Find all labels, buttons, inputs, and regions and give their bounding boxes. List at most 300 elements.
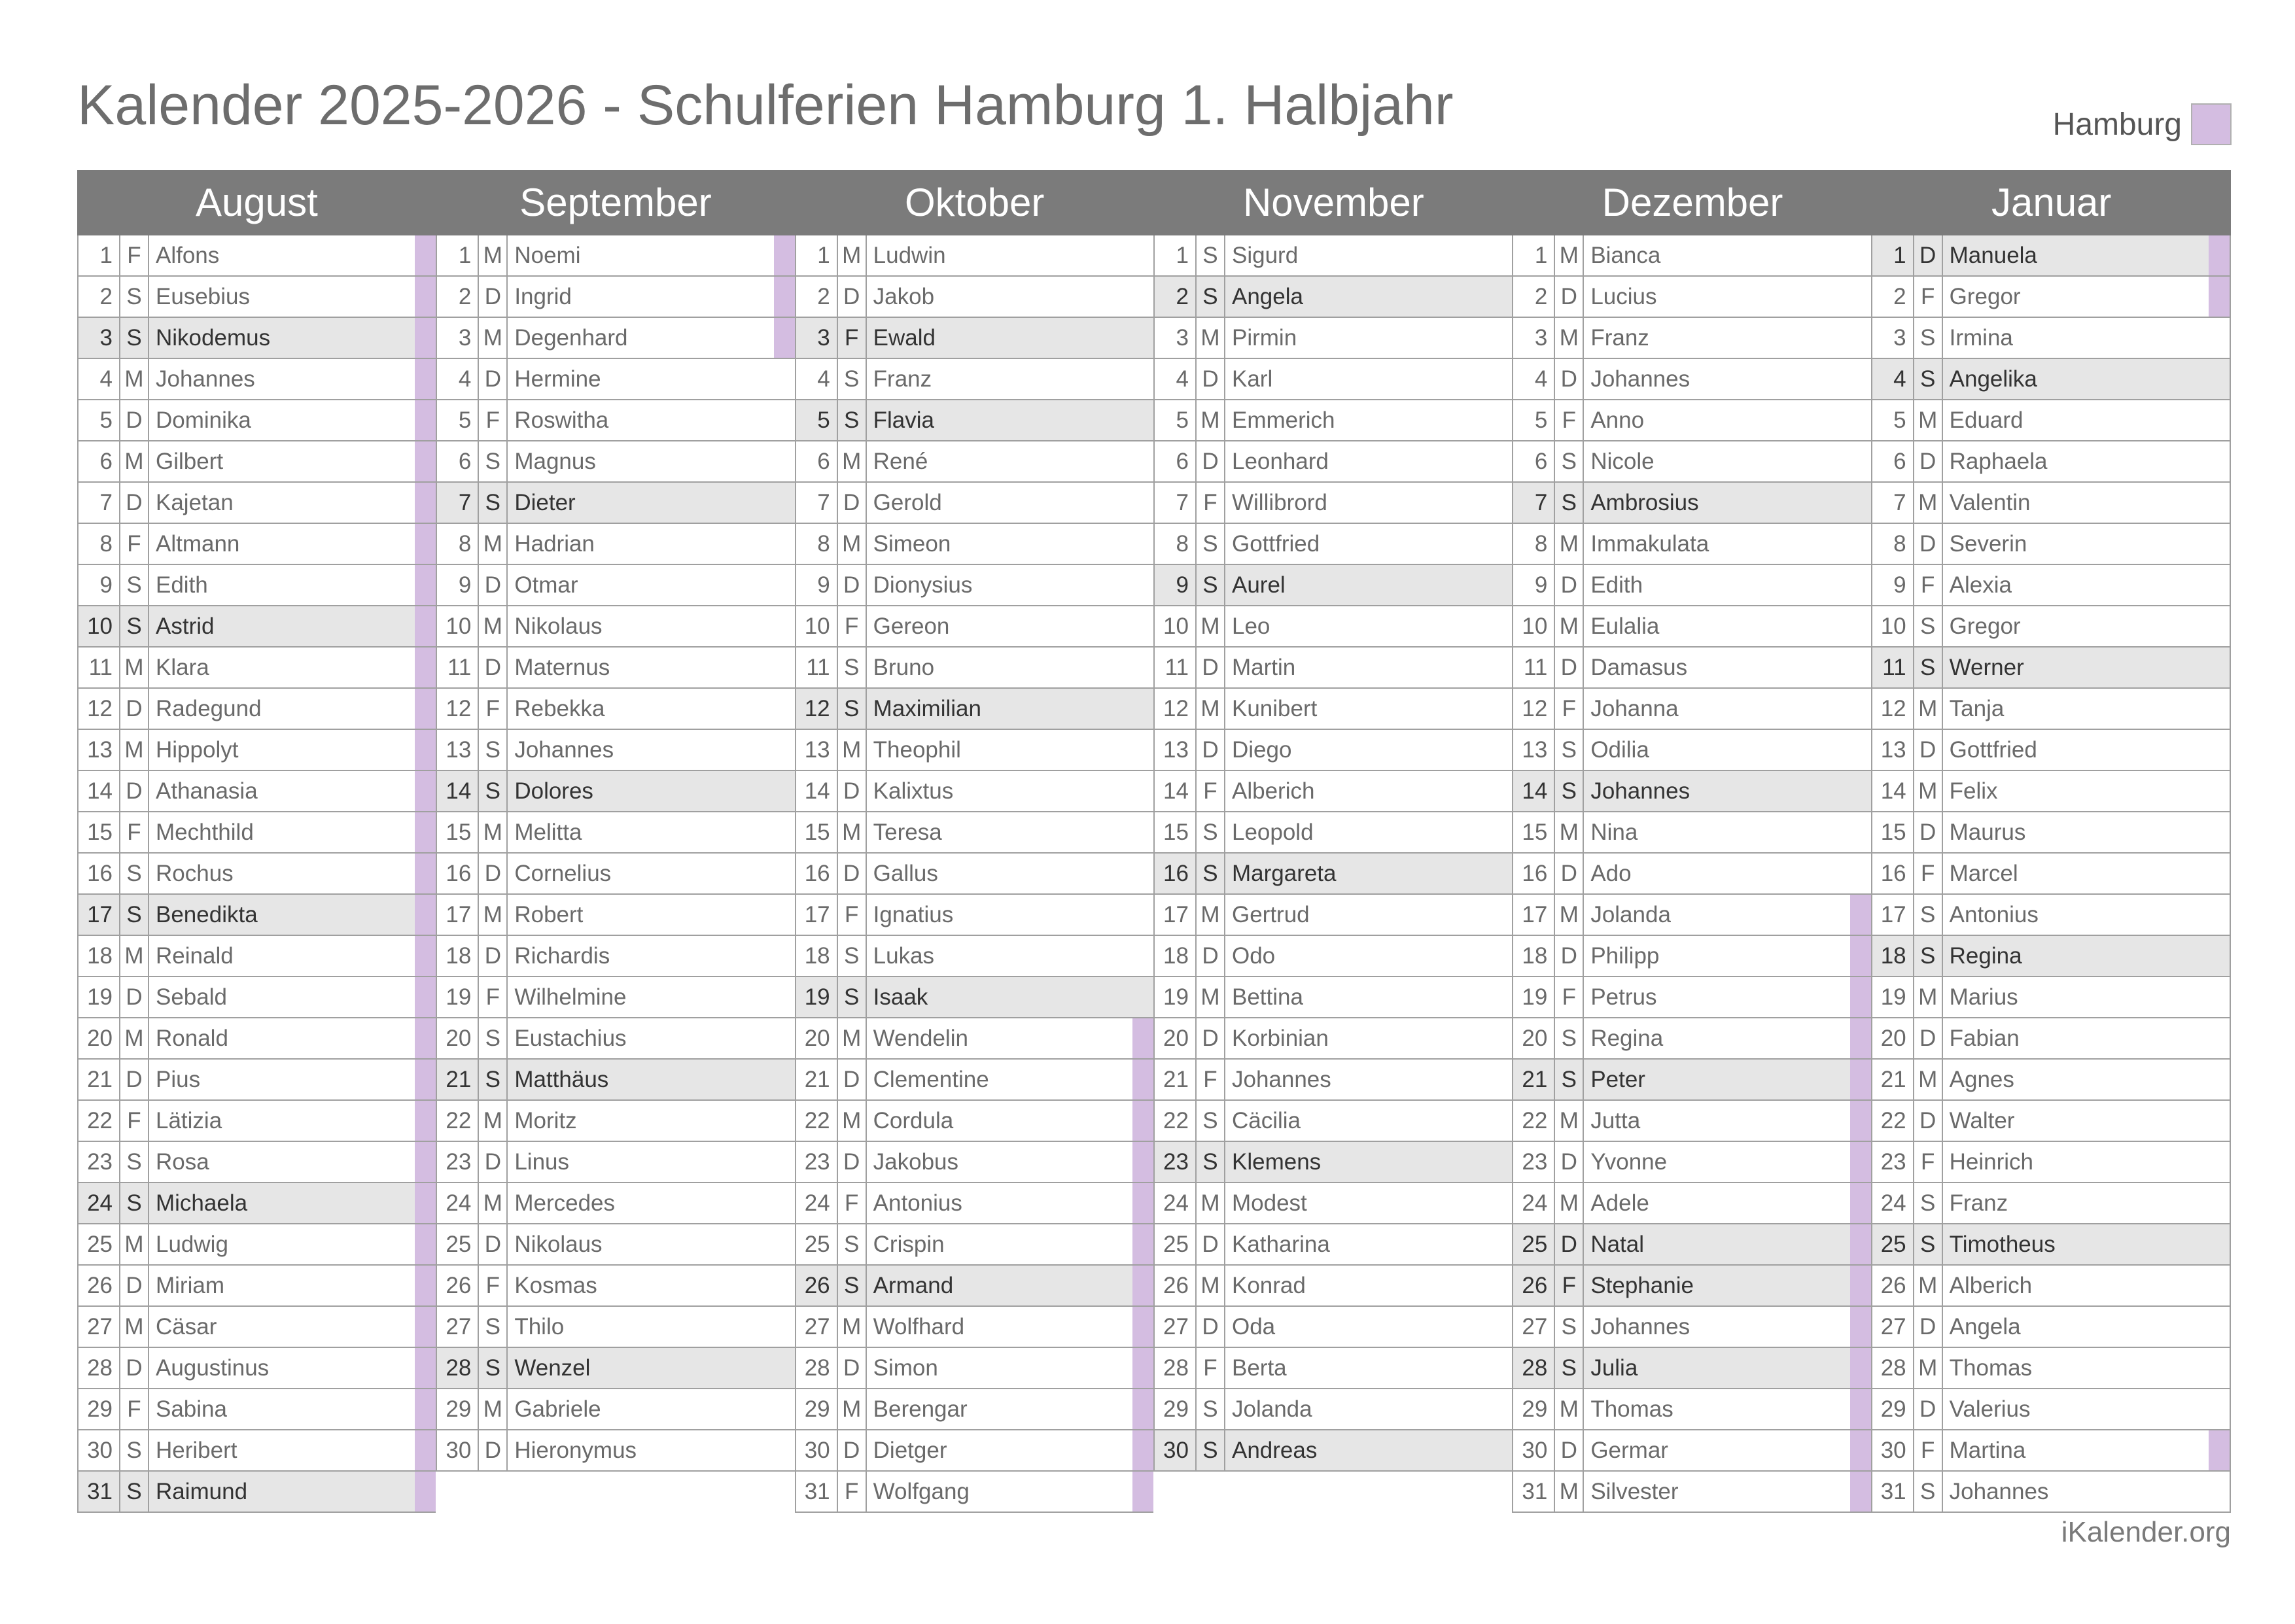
day-row <box>1155 565 1512 606</box>
day-number: 9 <box>1155 565 1197 605</box>
name-day: Gottfried <box>1231 531 1320 557</box>
name-day: Magnus <box>514 449 596 474</box>
weekday-letter: D <box>1555 936 1584 976</box>
name-day: Fabian <box>1949 1026 2020 1051</box>
name-day: Lukas <box>873 943 935 969</box>
weekday-letter: S <box>479 1018 508 1058</box>
name-day: Gregor <box>1949 284 2021 309</box>
name-day: Korbinian <box>1231 1026 1329 1051</box>
weekday-letter: S <box>838 1224 867 1264</box>
holiday-marker <box>2209 1142 2230 1182</box>
day-number: 9 <box>1513 565 1555 605</box>
weekday-letter: M <box>1555 1183 1584 1223</box>
holiday-marker <box>415 1060 436 1099</box>
holiday-marker <box>1491 1307 1512 1347</box>
day-row <box>1872 441 2230 483</box>
day-number: 1 <box>437 235 479 275</box>
holiday-marker <box>1491 1266 1512 1305</box>
name-day: Raimund <box>156 1479 248 1504</box>
weekday-letter: S <box>1914 936 1943 976</box>
name-day: Ignatius <box>873 902 954 927</box>
name-day: Matthäus <box>514 1067 609 1092</box>
weekday-letter: D <box>120 400 149 440</box>
weekday-letter: D <box>1555 565 1584 605</box>
day-row <box>79 1018 436 1060</box>
day-number: 31 <box>796 1472 838 1512</box>
name-day: Bettina <box>1231 984 1303 1010</box>
weekday-letter: M <box>1914 771 1943 811</box>
day-row <box>79 400 436 441</box>
name-day: Bruno <box>873 655 935 680</box>
weekday-letter: D <box>120 1348 149 1388</box>
holiday-marker <box>2209 565 2230 605</box>
day-row <box>796 648 1153 689</box>
weekday-letter: D <box>1555 1224 1584 1264</box>
name-day: Miriam <box>156 1273 224 1298</box>
day-number: 1 <box>1155 235 1197 275</box>
weekday-letter: M <box>1914 689 1943 729</box>
month-column <box>1871 235 2231 1513</box>
day-number: 5 <box>1872 400 1914 440</box>
holiday-marker <box>774 895 795 935</box>
weekday-letter: S <box>838 936 867 976</box>
weekday-letter: F <box>120 235 149 275</box>
holiday-marker <box>2209 1348 2230 1388</box>
weekday-letter: F <box>120 524 149 564</box>
holiday-marker <box>1850 1307 1871 1347</box>
day-row <box>796 1266 1153 1307</box>
name-day: Thomas <box>1949 1355 2033 1381</box>
day-row <box>79 441 436 483</box>
weekday-letter: D <box>1555 1430 1584 1470</box>
holiday-marker <box>1850 812 1871 852</box>
day-row <box>79 1307 436 1348</box>
weekday-letter: M <box>1555 812 1584 852</box>
name-day: Modest <box>1231 1190 1307 1216</box>
holiday-marker <box>1491 441 1512 481</box>
day-number: 3 <box>437 318 479 358</box>
name-day: Irmina <box>1949 325 2013 351</box>
day-number: 19 <box>1155 977 1197 1017</box>
name-day: Mercedes <box>514 1190 615 1216</box>
name-day: Raphaela <box>1949 449 2048 474</box>
day-number: 15 <box>796 812 838 852</box>
holiday-marker <box>1132 277 1153 317</box>
weekday-letter: M <box>479 895 508 935</box>
day-number: 4 <box>1155 359 1197 399</box>
day-row <box>796 1348 1153 1389</box>
day-row <box>79 689 436 730</box>
day-row <box>796 1101 1153 1142</box>
day-row <box>1513 1266 1870 1307</box>
day-number: 21 <box>79 1060 120 1099</box>
day-number: 10 <box>79 606 120 646</box>
day-row <box>437 771 794 812</box>
day-row <box>79 648 436 689</box>
weekday-letter: F <box>1555 977 1584 1017</box>
weekday-letter: M <box>479 1101 508 1141</box>
day-row <box>79 235 436 277</box>
day-row <box>1872 1266 2230 1307</box>
holiday-marker <box>415 730 436 770</box>
name-day: Martin <box>1231 655 1296 680</box>
weekday-letter: S <box>120 318 149 358</box>
day-number: 29 <box>796 1389 838 1429</box>
name-day: Cäcilia <box>1231 1108 1301 1133</box>
day-number: 21 <box>1872 1060 1914 1099</box>
holiday-marker <box>774 977 795 1017</box>
day-row <box>796 1183 1153 1224</box>
name-day: Isaak <box>873 984 928 1010</box>
weekday-letter: S <box>1555 730 1584 770</box>
weekday-letter: D <box>1197 1307 1225 1347</box>
name-day: Simon <box>873 1355 938 1381</box>
page-title: Kalender 2025-2026 - Schulferien Hamburg 1. Halbjahr <box>77 74 1454 137</box>
day-number: 25 <box>796 1224 838 1264</box>
weekday-letter: D <box>479 1142 508 1182</box>
day-row <box>79 1060 436 1101</box>
name-day: Severin <box>1949 531 2027 557</box>
holiday-marker <box>1132 1430 1153 1470</box>
name-day: Regina <box>1949 943 2022 969</box>
day-number: 23 <box>1513 1142 1555 1182</box>
weekday-letter: S <box>120 1472 149 1512</box>
name-day: Gertrud <box>1231 902 1310 927</box>
day-number: 1 <box>796 235 838 275</box>
day-row <box>796 895 1153 936</box>
name-day: Johannes <box>1949 1479 2049 1504</box>
day-row <box>1155 1142 1512 1183</box>
day-number: 1 <box>1872 235 1914 275</box>
day-number: 21 <box>1513 1060 1555 1099</box>
holiday-marker <box>2209 689 2230 729</box>
month-title: August <box>195 181 318 224</box>
name-day: Armand <box>873 1273 954 1298</box>
day-row <box>79 1183 436 1224</box>
day-row <box>79 606 436 648</box>
holiday-marker <box>774 524 795 564</box>
weekday-letter: S <box>479 730 508 770</box>
day-number: 14 <box>796 771 838 811</box>
weekday-letter: D <box>1197 1018 1225 1058</box>
day-row <box>1155 1389 1512 1430</box>
holiday-marker <box>415 235 436 275</box>
day-number: 13 <box>1872 730 1914 770</box>
weekday-letter: M <box>838 1307 867 1347</box>
day-number: 13 <box>437 730 479 770</box>
weekday-letter: M <box>120 359 149 399</box>
weekday-letter: D <box>1914 1307 1943 1347</box>
day-number: 15 <box>1155 812 1197 852</box>
day-number: 14 <box>1872 771 1914 811</box>
day-number: 18 <box>796 936 838 976</box>
weekday-letter: S <box>1197 854 1225 893</box>
weekday-letter: S <box>479 1060 508 1099</box>
holiday-marker <box>415 936 436 976</box>
holiday-marker <box>1491 606 1512 646</box>
day-row <box>796 1224 1153 1266</box>
weekday-letter: S <box>120 277 149 317</box>
holiday-marker <box>1132 1472 1153 1512</box>
weekday-letter: F <box>1914 565 1943 605</box>
holiday-marker <box>774 277 795 317</box>
footer-brand[interactable]: iKalender.org <box>2061 1516 2231 1548</box>
name-day: Nicole <box>1590 449 1655 474</box>
holiday-marker <box>1132 977 1153 1017</box>
holiday-marker <box>1491 277 1512 317</box>
day-number: 26 <box>79 1266 120 1305</box>
month-column <box>795 235 1153 1513</box>
day-row <box>796 441 1153 483</box>
name-day: Wilhelmine <box>514 984 627 1010</box>
day-number: 24 <box>796 1183 838 1223</box>
weekday-letter: S <box>1197 277 1225 317</box>
name-day: Adele <box>1590 1190 1649 1216</box>
holiday-marker <box>774 854 795 893</box>
day-number: 25 <box>437 1224 479 1264</box>
holiday-marker <box>1850 689 1871 729</box>
weekday-letter: D <box>120 1060 149 1099</box>
holiday-marker <box>1132 606 1153 646</box>
day-row <box>1513 359 1870 400</box>
name-day: Richardis <box>514 943 610 969</box>
name-day: René <box>873 449 928 474</box>
name-day: Martina <box>1949 1438 2026 1463</box>
day-row <box>1155 771 1512 812</box>
holiday-marker <box>774 1183 795 1223</box>
name-day: Berta <box>1231 1355 1287 1381</box>
day-number: 16 <box>79 854 120 893</box>
holiday-marker <box>415 359 436 399</box>
day-row <box>437 441 794 483</box>
name-day: Marcel <box>1949 861 2018 886</box>
day-row <box>437 318 794 359</box>
day-number: 13 <box>1155 730 1197 770</box>
name-day: Angela <box>1949 1314 2021 1339</box>
weekday-letter: S <box>1555 483 1584 523</box>
day-number: 18 <box>79 936 120 976</box>
holiday-marker <box>1132 895 1153 935</box>
holiday-marker <box>1132 235 1153 275</box>
weekday-letter: S <box>120 565 149 605</box>
day-row <box>1872 1389 2230 1430</box>
day-number: 4 <box>1872 359 1914 399</box>
day-number: 6 <box>1155 441 1197 481</box>
holiday-marker <box>415 812 436 852</box>
weekday-letter: M <box>1197 606 1225 646</box>
name-day: Gabriele <box>514 1396 601 1422</box>
name-day: Manuela <box>1949 243 2037 268</box>
weekday-letter: M <box>1555 1389 1584 1429</box>
holiday-marker <box>1850 318 1871 358</box>
day-number: 24 <box>1872 1183 1914 1223</box>
month-column <box>1153 235 1512 1472</box>
holiday-marker <box>415 1224 436 1264</box>
day-number: 11 <box>796 648 838 687</box>
day-row <box>437 1224 794 1266</box>
name-day: Philipp <box>1590 943 1660 969</box>
day-row <box>1155 936 1512 977</box>
holiday-marker <box>1491 1142 1512 1182</box>
day-row <box>1513 565 1870 606</box>
weekday-letter: M <box>838 812 867 852</box>
holiday-marker <box>1132 1307 1153 1347</box>
name-day: Melitta <box>514 820 582 845</box>
day-row <box>437 277 794 318</box>
name-day: Michaela <box>156 1190 248 1216</box>
name-day: Franz <box>1590 325 1649 351</box>
name-day: Reinald <box>156 943 234 969</box>
day-row <box>1155 648 1512 689</box>
name-day: Kalixtus <box>873 778 954 804</box>
day-number: 29 <box>437 1389 479 1429</box>
weekday-letter: M <box>1914 1060 1943 1099</box>
day-row <box>1872 1307 2230 1348</box>
holiday-marker <box>415 1307 436 1347</box>
day-number: 17 <box>79 895 120 935</box>
weekday-letter: D <box>1914 441 1943 481</box>
weekday-letter: M <box>120 441 149 481</box>
holiday-marker <box>2209 730 2230 770</box>
day-row <box>79 1430 436 1472</box>
weekday-letter: S <box>120 1430 149 1470</box>
name-day: Alberich <box>1949 1273 2033 1298</box>
day-number: 25 <box>1155 1224 1197 1264</box>
day-number: 12 <box>79 689 120 729</box>
day-row <box>1872 1183 2230 1224</box>
weekday-letter: F <box>838 895 867 935</box>
day-number: 8 <box>437 524 479 564</box>
day-number: 6 <box>1872 441 1914 481</box>
day-number: 22 <box>437 1101 479 1141</box>
name-day: Cordula <box>873 1108 954 1133</box>
legend-label: Hamburg <box>2052 107 2182 142</box>
holiday-marker <box>1132 400 1153 440</box>
weekday-letter: D <box>1197 936 1225 976</box>
name-day: Odo <box>1231 943 1276 969</box>
day-row <box>437 1307 794 1348</box>
holiday-marker <box>774 1224 795 1264</box>
day-row <box>1155 854 1512 895</box>
day-number: 7 <box>79 483 120 523</box>
day-row <box>796 483 1153 524</box>
weekday-letter: S <box>1197 1101 1225 1141</box>
weekday-letter: S <box>120 895 149 935</box>
name-day: Hippolyt <box>156 737 239 763</box>
day-number: 14 <box>1155 771 1197 811</box>
holiday-marker <box>1850 565 1871 605</box>
day-row <box>79 1389 436 1430</box>
holiday-marker <box>1850 1266 1871 1305</box>
day-number: 16 <box>1155 854 1197 893</box>
name-day: Karl <box>1231 366 1273 392</box>
holiday-marker <box>2209 483 2230 523</box>
weekday-letter: M <box>1914 400 1943 440</box>
weekday-letter: M <box>479 606 508 646</box>
day-row <box>1872 1472 2230 1513</box>
day-row <box>1513 1348 1870 1389</box>
day-row <box>796 400 1153 441</box>
holiday-marker <box>1491 1101 1512 1141</box>
day-number: 20 <box>1155 1018 1197 1058</box>
day-row <box>437 606 794 648</box>
weekday-letter: S <box>479 483 508 523</box>
day-number: 8 <box>1155 524 1197 564</box>
holiday-marker <box>2209 400 2230 440</box>
holiday-marker <box>1850 483 1871 523</box>
holiday-marker <box>2209 1389 2230 1429</box>
day-number: 31 <box>1872 1472 1914 1512</box>
day-row <box>79 936 436 977</box>
holiday-marker <box>1491 730 1512 770</box>
day-row <box>796 1018 1153 1060</box>
name-day: Antonius <box>873 1190 962 1216</box>
holiday-marker <box>415 318 436 358</box>
name-day: Damasus <box>1590 655 1688 680</box>
holiday-marker <box>1491 400 1512 440</box>
day-number: 3 <box>796 318 838 358</box>
day-row <box>79 1224 436 1266</box>
day-row <box>1872 689 2230 730</box>
month-column <box>77 235 436 1513</box>
weekday-letter: F <box>838 1183 867 1223</box>
weekday-letter: M <box>120 730 149 770</box>
day-row <box>1513 400 1870 441</box>
day-row <box>1155 895 1512 936</box>
day-number: 6 <box>79 441 120 481</box>
day-number: 2 <box>1872 277 1914 317</box>
day-row <box>1155 812 1512 854</box>
name-day: Petrus <box>1590 984 1657 1010</box>
weekday-letter: D <box>1555 854 1584 893</box>
day-row <box>437 689 794 730</box>
weekday-letter: D <box>1555 359 1584 399</box>
holiday-marker <box>2209 1018 2230 1058</box>
holiday-marker <box>774 1060 795 1099</box>
name-day: Angelika <box>1949 366 2037 392</box>
day-row <box>796 606 1153 648</box>
holiday-marker <box>774 235 795 275</box>
day-number: 3 <box>1155 318 1197 358</box>
name-day: Odilia <box>1590 737 1649 763</box>
name-day: Peter <box>1590 1067 1645 1092</box>
weekday-letter: D <box>1914 235 1943 275</box>
name-day: Gallus <box>873 861 938 886</box>
day-row <box>1155 730 1512 771</box>
month-columns <box>77 235 2231 1513</box>
day-number: 19 <box>437 977 479 1017</box>
holiday-marker <box>1491 1224 1512 1264</box>
name-day: Franz <box>873 366 932 392</box>
weekday-letter: S <box>1914 1224 1943 1264</box>
weekday-letter: M <box>1197 318 1225 358</box>
day-number: 20 <box>1872 1018 1914 1058</box>
holiday-marker <box>1491 812 1512 852</box>
name-day: Antonius <box>1949 902 2039 927</box>
day-number: 1 <box>79 235 120 275</box>
day-number: 7 <box>1155 483 1197 523</box>
day-row <box>1872 1348 2230 1389</box>
weekday-letter: D <box>479 565 508 605</box>
holiday-marker <box>415 524 436 564</box>
name-day: Hadrian <box>514 531 595 557</box>
day-row <box>1513 812 1870 854</box>
holiday-marker <box>1491 1430 1512 1470</box>
holiday-marker <box>1132 318 1153 358</box>
holiday-marker <box>1491 318 1512 358</box>
name-day: Johannes <box>156 366 255 392</box>
holiday-marker <box>415 648 436 687</box>
